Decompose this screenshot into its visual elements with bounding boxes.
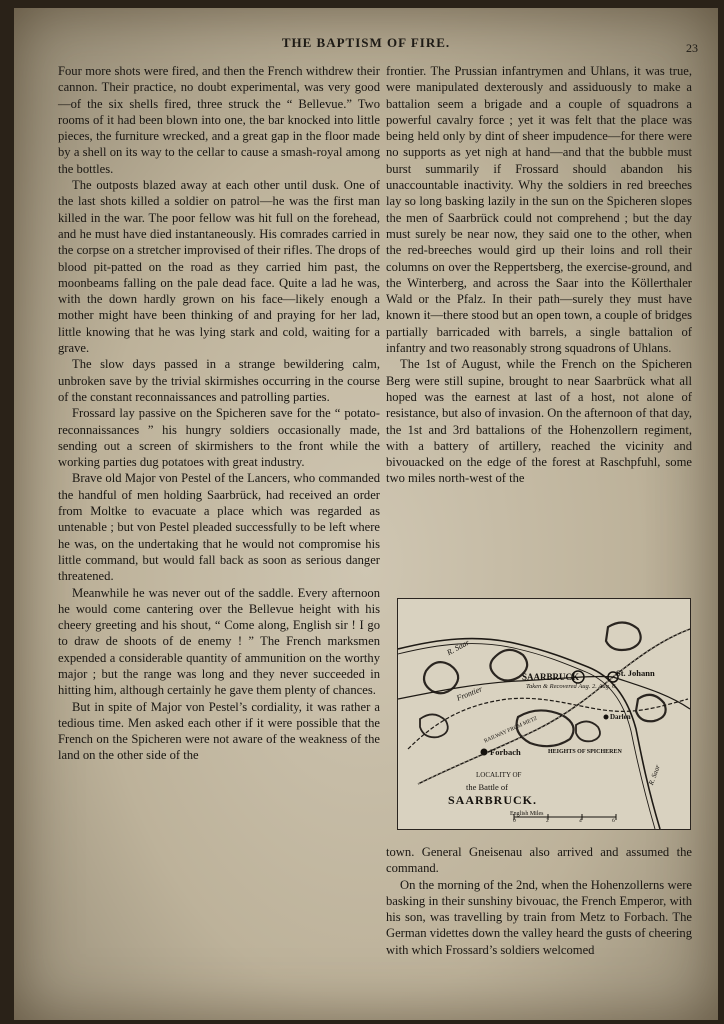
label-frontier: Frontier: [455, 684, 484, 703]
left-column: [58, 63, 380, 764]
paragraph: Brave old Major von Pestel of the Lancers, who commanded the handful of men holding Saarbrück, had received an order from Moltke to evacuate a place which was regarded as untenable ; but von Pestel pleaded successfully to be left where he was, on the undertaking that he would not compromise his little command, but would fall back as soon as serious danger threatened.: [58, 471, 380, 584]
paragraph: Meanwhile he was never out of the saddle. Every afternoon he would come cantering over the Bellevue height with his cheery greeting and his shout, “ Come along, English sir ! I go to draw de shoots of de enemy ! ” The French marksmen expended a considerable quantity of ammunition on the worthy major ; but the range was long and they never succeeded in hitting him, although certainly he gave them plenty of chances.: [58, 585, 380, 698]
right-column-bottom: [386, 844, 692, 958]
label-english-miles: English Miles: [510, 811, 544, 817]
hill-contour: [606, 622, 641, 650]
paragraph: Four more shots were fired, and then the French withdrew their cannon. Their practice, no doubt experimental, was very good—of the six shells fired, three struck the “ Bellevue.” Two rooms of it had been blown into one, the bar knocked into little pieces, the furniture wrecked, and a great gap in the floor made by a shell on its way to the cellar to cause a smash-royal among the bottles.: [58, 64, 380, 176]
paragraph: frontier. The Prussian infantrymen and Uhlans, it was true, were manipulated dexterously and assiduously to make a battalion seem a brigade and a couple of squadrons a powerful cavalry force ; yet it was felt that the place was being held only by dint of sheer impudence—for there were no supports as yet nigh at hand—and that the bubble must burst summarily if Frossard should abandon his unaccountable inactivity. Why the soldiers in red breeches lay so long basking lazily in the sun on the Spicheren slopes the men of Saarbrück could not comprehend ; but the day must surely be near now, they said one to the other, when the red-breeches would gird up their loins and roll their columns on over the Reppertsberg, the exercise-ground, and the Winterberg, and across the Saar into the Köllerthaler Wald or the Pfalz. In their path—surely they must have known it—there stood but an open town, a couple of bridges partially barricaded with barrels, a single battalion of infantry and two reasonably strong squadrons of Uhlans.: [386, 64, 692, 356]
running-title: THE BAPTISM OF FIRE.: [281, 35, 451, 50]
label-darlen: Darlen: [610, 713, 631, 721]
map-drawing: [398, 599, 690, 829]
scale-tick-label: 6: [612, 818, 615, 824]
scale-tick-label: 0: [513, 818, 516, 824]
label-river-saar-east: R. Saar: [647, 763, 662, 787]
paragraph: On the morning of the 2nd, when the Hohenzollerns were basking in their sunshiny bivouac, the French Emperor, with his son, was travelling by train from Metz to Forbach. The German videttes down the valley heard the gusts of cheering with which Frossard’s soldiers welcomed: [386, 877, 692, 957]
hill-contour: [576, 721, 600, 741]
town-marker-forbach: [481, 749, 488, 756]
paragraph: But in spite of Major von Pestel’s cordiality, it was rather a tedious time. Men asked each other if it were possible that the French on the Spicheren were not aware of the weakness of the land on the other side of the: [58, 699, 380, 763]
paragraph: Frossard lay passive on the Spicheren save for the “ potato-reconnaissances ” his hungry soldiers occasionally made, sending out a screen of skirmishers to the front while the working parties dug potatoes with great industry.: [58, 406, 380, 470]
scale-tick-label: 2: [546, 818, 549, 824]
label-st-johann: St. Johann: [616, 668, 655, 678]
battle-map: [397, 598, 691, 830]
town-marker-darlen: [604, 715, 609, 720]
right-column-top: [386, 63, 692, 487]
book-page: [14, 8, 718, 1020]
hill-contour: [420, 714, 448, 737]
label-battle-of: the Battle of: [466, 782, 509, 792]
railway-line: [613, 677, 690, 709]
label-forbach: Forbach: [490, 747, 521, 757]
paragraph: town. General Gneisenau also arrived and assumed the command.: [386, 845, 692, 876]
label-heights-spicheren: HEIGHTS OF SPICHEREN: [548, 749, 622, 755]
paragraph: The outposts blazed away at each other until dusk. One of the last shots killed a soldier on patrol—he was the first man killed in the war. The poor fellow was hit full on the forehead, and he must have died instantaneously. His comrades carried in the corpse on a stretcher improvised of their rifles. The drops of blood pit-patted on the road as they carried him past, the moonbeams falling on the pale dead face. Quite a lad he was, with the down hardly grown on his face—likely enough a mother might have been thinking of and praying for her lad, little knowing that he was lying stark and cold, waiting for a grave.: [58, 178, 380, 356]
map-title: SAARBRUCK.: [448, 793, 538, 807]
scale-tick-label: 4: [579, 818, 582, 824]
label-railway: RAILWAY FROM METZ: [483, 715, 539, 745]
label-saarbruck: SAARBRUCK: [522, 672, 580, 682]
label-locality: LOCALITY OF: [476, 771, 522, 779]
page-number: 23: [686, 41, 698, 55]
paragraph: The slow days passed in a strange bewildering calm, unbroken save by the trivial skirmishes occurring in the course of the constant reconnaissances and patrolling parties.: [58, 357, 380, 404]
paragraph: The 1st of August, while the French on the Spicheren Berg were still supine, brought to near Saarbrück what all hoped was the earnest at last of a host, not alone of resistance, but also of invasion. On the afternoon of that day, the 1st and 3rd battalions of the Hohenzollern regiment, with a battery of artillery, reached the vicinity and bivouacked on the edge of the forest at Raschpfuhl, some two miles north-west of the: [386, 357, 692, 486]
hill-contour: [517, 710, 574, 746]
label-river-saar: R. Saar: [445, 637, 471, 658]
label-taken-recovered: Taken & Recovered Aug. 2. Aug. 6: [526, 683, 616, 690]
